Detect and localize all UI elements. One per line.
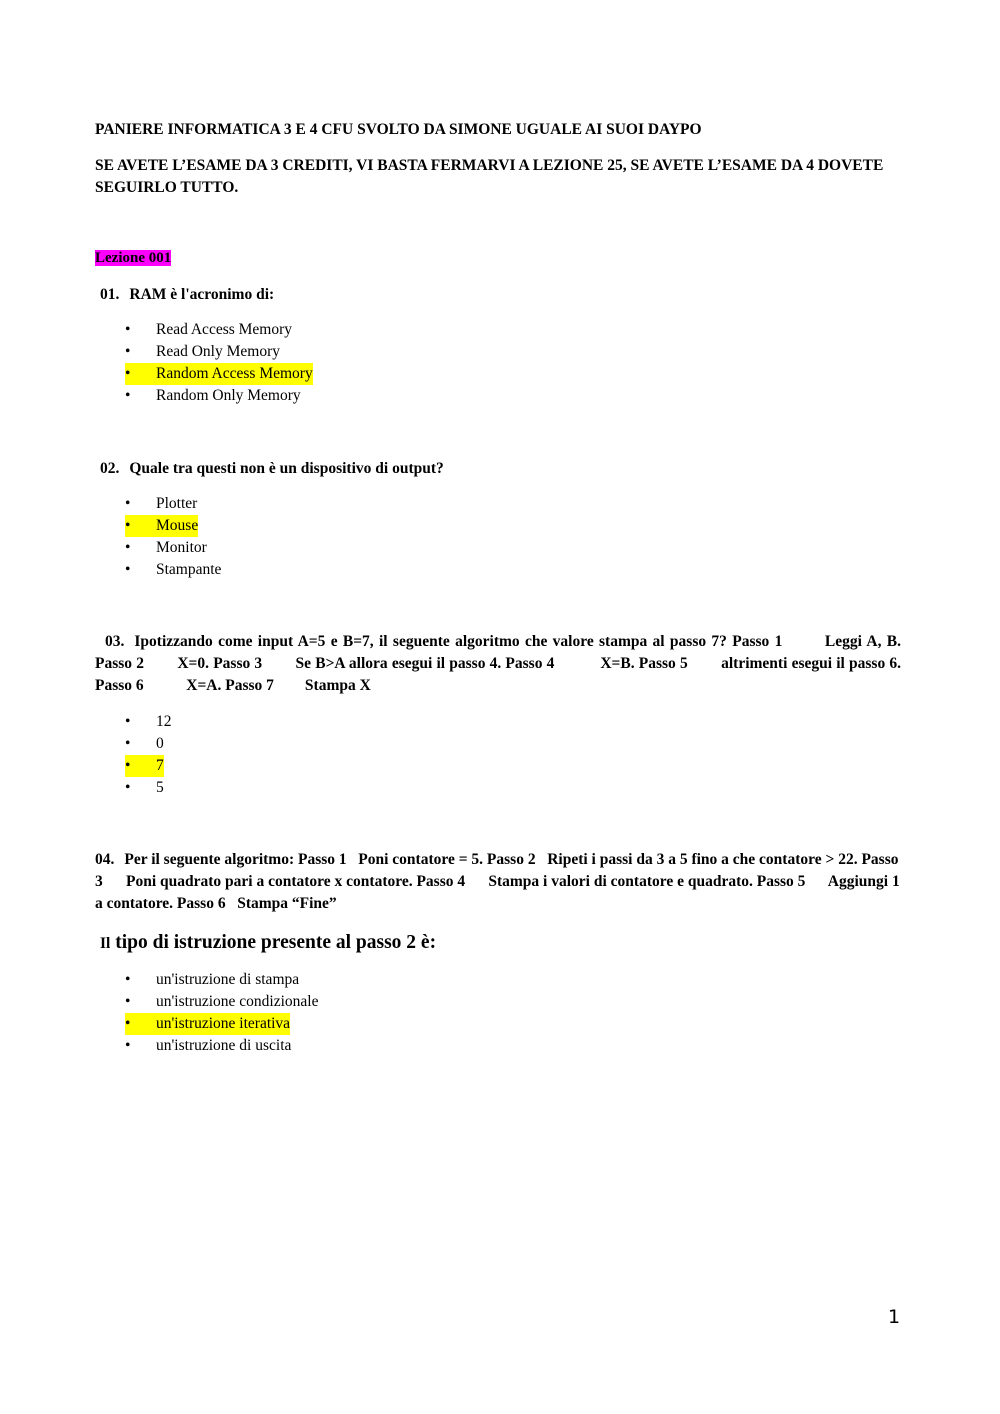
question-text: Quale tra questi non è un dispositivo di output? [129, 460, 444, 477]
question-03 [95, 631, 905, 697]
option-text: Stampante [156, 561, 222, 578]
question-04 [95, 849, 904, 915]
question-number: 04. [95, 851, 115, 868]
bullet-icon: • [125, 495, 131, 512]
option-text: Random Only Memory [156, 387, 301, 404]
bullet-icon: • [125, 321, 131, 338]
bullet-icon: • [125, 971, 131, 988]
bullet-icon: • [125, 1013, 156, 1035]
option-text: un'istruzione di uscita [156, 1037, 292, 1054]
subquestion [100, 930, 436, 957]
lesson-heading [95, 248, 171, 268]
option-text: Monitor [156, 539, 207, 556]
document-title: PANIERE INFORMATICA 3 E 4 CFU SVOLTO DA SIMONE UGUALE AI SUOI DAYPO [95, 121, 702, 138]
option-text: Read Only Memory [156, 343, 280, 360]
lesson-label: Lezione 001 [95, 250, 172, 266]
option-text: 12 [156, 713, 172, 730]
credits-note: SE AVETE L’ESAME DA 3 CREDITI, VI BASTA FERMARVI A LEZIONE 25, SE AVETE L’ESAME DA 4 DOVETE SEGUIRLO TUTTO. [95, 157, 884, 196]
question-01 [95, 284, 906, 306]
bullet-icon: • [125, 515, 156, 537]
question-02 [95, 458, 906, 480]
page-number: 1 [888, 1306, 901, 1328]
question-text: Per il seguente algoritmo: Passo 1 Poni contatore = 5. Passo 2 Ripeti i passi da 3 a 5 fino a che contatore > 22. Passo 3 Poni quadrato pari a contatore x contatore. Passo 4 Stampa i valori di contatore e quadrato. Passo 5 Aggiungi 1 a contatore. Passo 6 Stampa “Fine” [95, 851, 904, 912]
option-text: 7 [156, 755, 164, 777]
bullet-icon: • [125, 539, 131, 556]
bullet-icon: • [125, 343, 131, 360]
bullet-icon: • [125, 735, 131, 752]
option-text: un'istruzione di stampa [156, 971, 300, 988]
bullet-icon: • [125, 1037, 131, 1054]
bullet-icon: • [125, 779, 131, 796]
bullet-icon: • [125, 561, 131, 578]
question-text: Ipotizzando come input A=5 e B=7, il seguente algoritmo che valore stampa al passo 7? Passo 1 Leggi A, B. Passo 2 X=0. Passo 3 Se B>A allora esegui il passo 4. Passo 4 X=B. Passo 5 altrimenti esegui il passo 6. Passo 6 X=A. Passo 7 Stampa X [95, 633, 905, 694]
bullet-icon: • [125, 713, 131, 730]
bullet-icon: • [125, 755, 156, 777]
option-text: Plotter [156, 495, 198, 512]
option-text: un'istruzione iterativa [156, 1013, 290, 1035]
bullet-icon: • [125, 387, 131, 404]
question-number: 03. [105, 633, 125, 650]
bullet-icon: • [125, 993, 131, 1010]
option-text: Mouse [156, 515, 198, 537]
question-number: 02. [100, 460, 120, 477]
option-text: un'istruzione condizionale [156, 993, 319, 1010]
option-text: Random Access Memory [156, 363, 313, 385]
option-text: 0 [156, 735, 164, 752]
bullet-icon: • [125, 363, 156, 385]
subquestion-prefix: Il [100, 935, 111, 952]
question-number: 01. [100, 286, 120, 303]
question-text: RAM è l'acronimo di: [129, 286, 275, 303]
option-text: 5 [156, 779, 164, 796]
option-text: Read Access Memory [156, 321, 293, 338]
subquestion-text: tipo di istruzione presente al passo 2 è: [115, 932, 437, 953]
